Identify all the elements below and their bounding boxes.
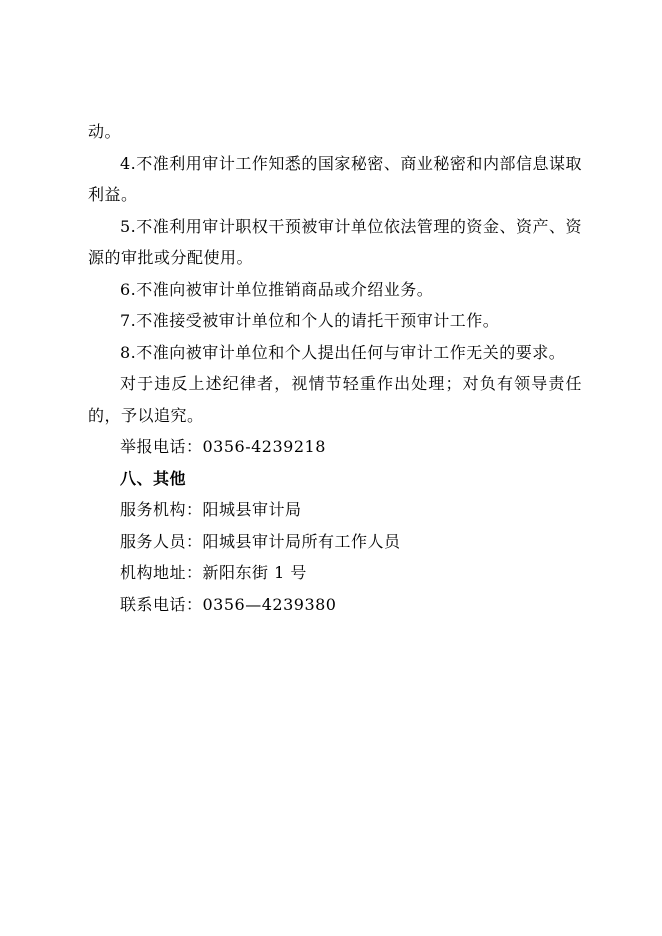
service-staff: 服务人员：阳城县审计局所有工作人员 bbox=[120, 531, 401, 551]
violation-paragraph: 对于违反上述纪律者，视情节轻重作出处理；对负有领导责任的，予以追究。 bbox=[88, 374, 582, 425]
section-heading-other: 八、其他 bbox=[120, 468, 187, 488]
organization-address: 机构地址：新阳东街 1 号 bbox=[120, 563, 307, 582]
paragraph-continuation: 动。 bbox=[88, 122, 122, 141]
rule-item-4: 4.不准利用审计工作知悉的国家秘密、商业秘密和内部信息谋取利益。 bbox=[88, 153, 582, 204]
service-organization: 服务机构：阳城县审计局 bbox=[120, 500, 302, 519]
rule-item-6: 6.不准向被审计单位推销商品或介绍业务。 bbox=[120, 279, 434, 299]
rule-item-5: 5.不准利用审计职权干预被审计单位依法管理的资金、资产、资源的审批或分配使用。 bbox=[88, 216, 582, 267]
document-body bbox=[88, 116, 582, 620]
rule-item-7: 7.不准接受被审计单位和个人的请托干预审计工作。 bbox=[120, 311, 500, 330]
rule-item-8: 8.不准向被审计单位和个人提出任何与审计工作无关的要求。 bbox=[120, 342, 566, 362]
contact-phone: 联系电话：0356—4239380 bbox=[120, 594, 337, 614]
report-phone: 举报电话：0356-4239218 bbox=[120, 437, 326, 456]
